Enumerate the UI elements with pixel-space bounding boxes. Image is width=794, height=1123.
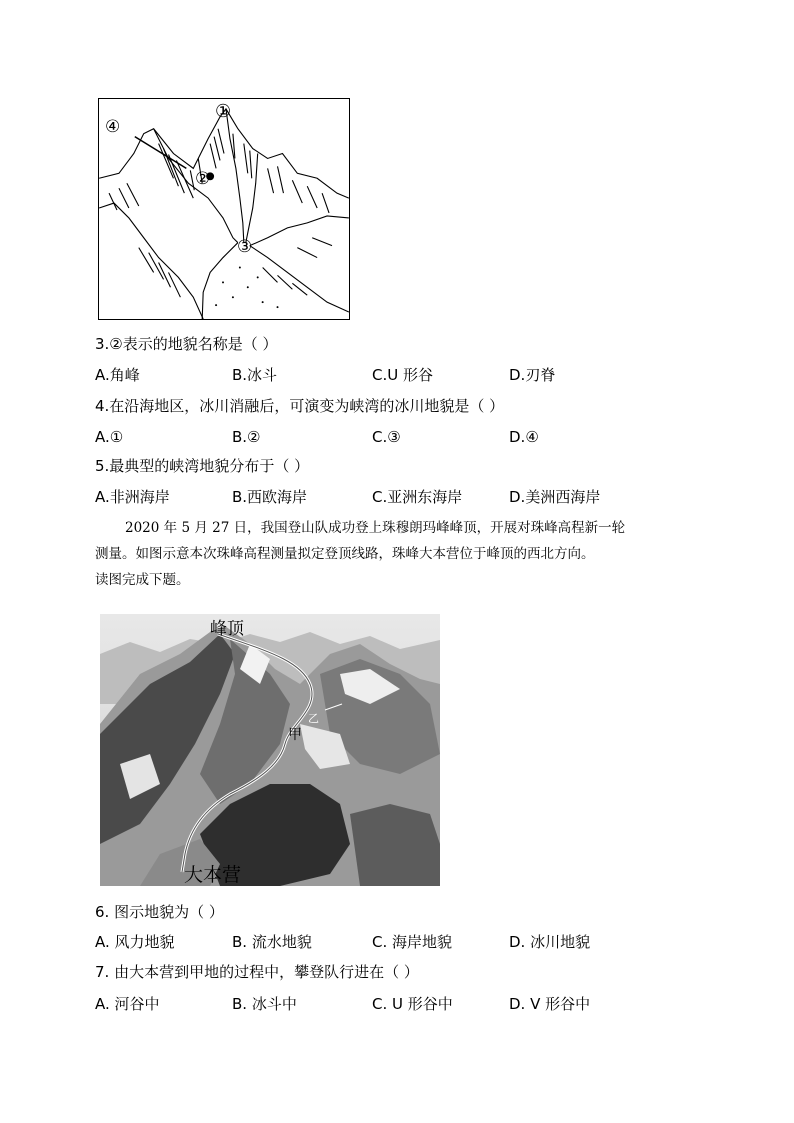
q7-option-d[interactable]: D. V 形谷中	[509, 995, 591, 1013]
photo-drawing	[100, 614, 440, 886]
passage-line-3: 读图完成下题。	[95, 572, 190, 588]
label-jia: 甲	[288, 727, 302, 743]
q6-option-b[interactable]: B. 流水地貌	[232, 933, 312, 951]
q4-option-c[interactable]: C.③	[372, 428, 401, 446]
question-6-stem: 6. 图示地貌为（ ）	[95, 903, 224, 921]
q7-option-c[interactable]: C. U 形谷中	[372, 995, 453, 1013]
label-summit: 峰顶	[210, 619, 244, 639]
q7-option-b[interactable]: B. 冰斗中	[232, 995, 297, 1013]
q3-option-a[interactable]: A.角峰	[95, 366, 140, 384]
question-7-options	[95, 994, 655, 1014]
marker-2: ②	[195, 169, 211, 189]
q3-option-b[interactable]: B.冰斗	[232, 366, 278, 384]
q3-option-c[interactable]: C.U 形谷	[372, 366, 433, 384]
marker-3: ③	[237, 237, 253, 257]
label-yi: 乙	[308, 712, 319, 725]
question-7-stem: 7. 由大本营到甲地的过程中，攀登队行进在（ ）	[95, 963, 419, 981]
label-base-camp: 大本营	[184, 864, 242, 886]
marker-1: ①	[215, 101, 232, 122]
sketch-drawing	[99, 99, 349, 319]
q4-option-d[interactable]: D.④	[509, 428, 539, 446]
q5-option-b[interactable]: B.西欧海岸	[232, 488, 308, 506]
question-4-options	[95, 427, 655, 447]
q6-option-c[interactable]: C. 海岸地貌	[372, 933, 453, 951]
question-4-stem: 4.在沿海地区，冰川消融后，可演变为峡湾的冰川地貌是（ ）	[95, 397, 505, 415]
question-3-stem: 3.②表示的地貌名称是（ ）	[95, 335, 278, 353]
passage-line-1: 2020 年 5 月 27 日，我国登山队成功登上珠穆朗玛峰峰顶，开展对珠峰高程新一轮	[125, 520, 626, 536]
everest-route-photo	[100, 614, 440, 886]
q4-option-b[interactable]: B.②	[232, 428, 261, 446]
question-3-options	[95, 365, 655, 385]
question-6-options	[95, 932, 655, 952]
q4-option-a[interactable]: A.①	[95, 428, 124, 446]
question-5-options	[95, 487, 655, 507]
reading-passage	[95, 515, 705, 593]
q7-option-a[interactable]: A. 河谷中	[95, 995, 160, 1013]
q5-option-d[interactable]: D.美洲西海岸	[509, 488, 601, 506]
q5-option-c[interactable]: C.亚洲东海岸	[372, 488, 463, 506]
marker-4: ④	[105, 117, 121, 137]
q3-option-d[interactable]: D.刃脊	[509, 366, 556, 384]
question-5-stem: 5.最典型的峡湾地貌分布于（ ）	[95, 457, 310, 475]
glacier-landform-sketch	[98, 98, 350, 320]
q6-option-a[interactable]: A. 风力地貌	[95, 933, 175, 951]
q6-option-d[interactable]: D. 冰川地貌	[509, 933, 591, 951]
q5-option-a[interactable]: A.非洲海岸	[95, 488, 170, 506]
passage-line-2: 测量。如图示意本次珠峰高程测量拟定登顶线路，珠峰大本营位于峰顶的西北方向。	[95, 546, 595, 562]
